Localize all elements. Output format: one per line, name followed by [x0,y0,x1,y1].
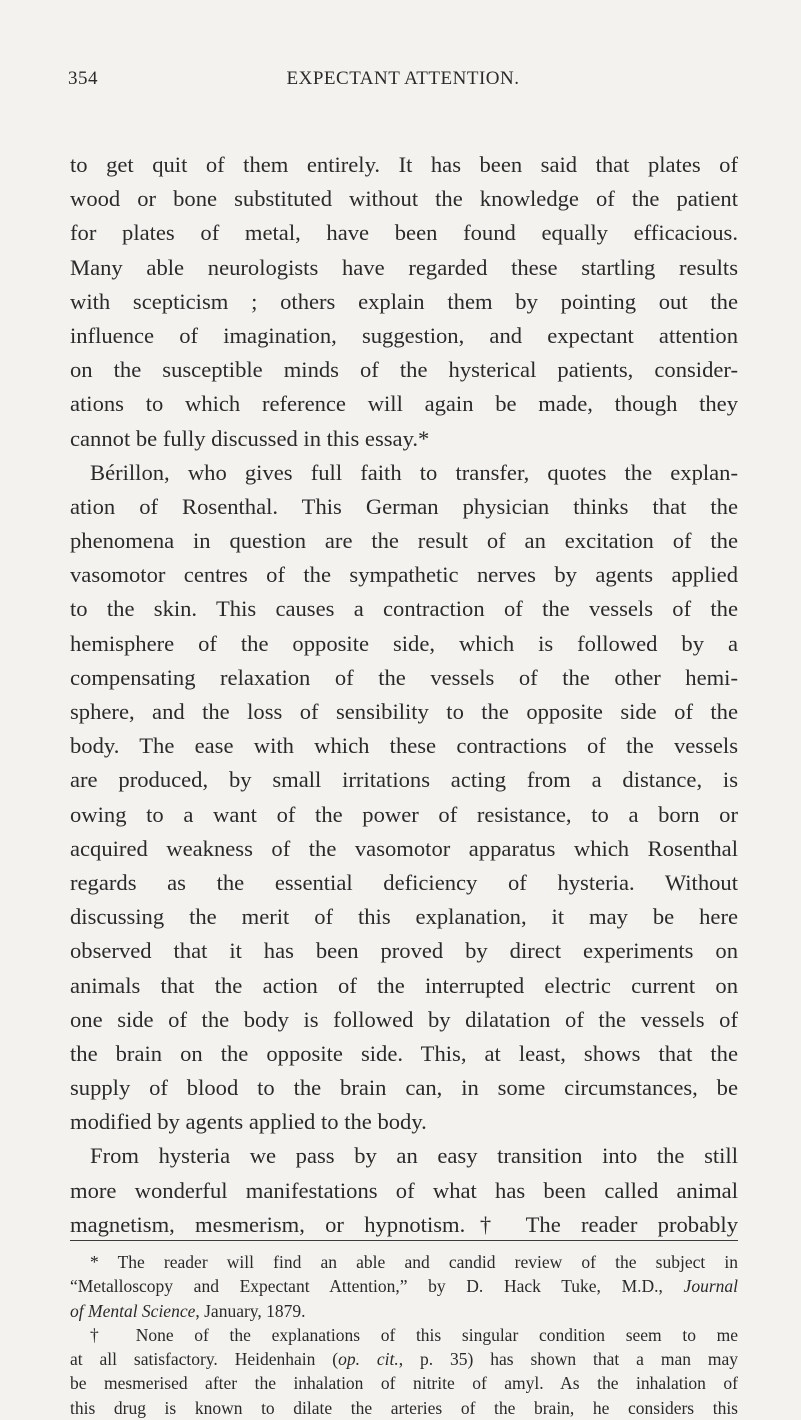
footnote-text: “Metalloscopy and Expectant Attention,” by D. Hack Tuke, M.D., [70,1276,684,1297]
page-header [68,68,738,108]
text-line: regards as the essential deficiency of hysteria. Without [70,869,738,895]
footnote-divider [70,1240,738,1241]
text-line: modified by agents applied to the body. [70,1109,427,1135]
footnote-line: * The reader will find an able and candid review of the subject in [90,1252,738,1272]
text-line: Bérillon, who gives full faith to transfer, quotes the explan- [90,459,738,485]
text-line: with scepticism ; others explain them by pointing out the [70,288,738,314]
text-line: Many able neurologists have regarded these startling results [70,254,738,280]
text-line: supply of blood to the brain can, in some circumstances, be [70,1075,738,1101]
text-line: owing to a want of the power of resistance, to a born or [70,801,738,827]
citation-abbrev: op. cit. [338,1349,399,1370]
journal-title: of Mental Science [70,1300,196,1321]
text-line: one side of the body is followed by dilatation of the vessels of [70,1006,738,1032]
text-line: magnetism, mesmerism, or hypnotism.† The reader probably [70,1211,738,1237]
page-number: 354 [68,68,98,89]
footnote-line [70,1299,738,1323]
footnote-text: at all satisfactory. Heidenhain ( [70,1349,339,1370]
footnote-text: , p. 35) has shown that a man may [398,1349,738,1370]
running-title: EXPECTANT ATTENTION. [286,68,520,89]
text-line: vasomotor centres of the sympathetic nerves by agents applied [70,562,738,588]
text-line: body. The ease with which these contractions of the vessels [70,733,738,759]
text-line: on the susceptible minds of the hysterical patients, consider- [70,357,738,383]
text-line: cannot be fully discussed in this essay.* [70,425,430,451]
text-line: From hysteria we pass by an easy transition into the still [90,1143,738,1169]
text-line: to the skin. This causes a contraction of the vessels of the [70,596,738,622]
footnote-line [70,1274,738,1298]
text-line: ations to which reference will again be made, though they [70,391,738,417]
body-text [70,148,738,1242]
footnote-line: † None of the explanations of this singular condition seem to me [90,1324,738,1345]
footnote-line: be mesmerised after the inhalation of nitrite of amyl. As the inhalation of [70,1373,738,1394]
text-line: the brain on the opposite side. This, at least, shows that the [70,1040,738,1066]
text-line: phenomena in question are the result of an excitation of the [70,528,738,554]
text-line: discussing the merit of this explanation, it may be here [70,904,738,930]
journal-title: Journal [683,1276,738,1297]
footnotes [70,1250,738,1420]
text-line: influence of imagination, suggestion, and expectant attention [70,322,738,348]
text-line: animals that the action of the interrupted electric current on [70,972,738,998]
text-line: observed that it has been proved by direct experiments on [70,938,738,964]
text-line: are produced, by small irritations acting from a distance, is [70,767,738,793]
text-line: acquired weakness of the vasomotor apparatus which Rosenthal [70,835,738,861]
footnote-line [70,1347,738,1371]
text-line: more wonderful manifestations of what has been called animal [70,1177,738,1203]
text-line: hemisphere of the opposite side, which is followed by a [70,630,738,656]
text-line: compensating relaxation of the vessels of the other hemi- [70,664,738,690]
text-line: ation of Rosenthal. This German physician thinks that the [70,493,738,519]
footnote-line: this drug is known to dilate the arteries of the brain, he considers this [70,1397,738,1418]
text-line: to get quit of them entirely. It has been said that plates of [70,152,738,177]
text-line: for plates of metal, have been found equally efficacious. [70,220,738,246]
footnote-text: , January, 1879. [195,1300,306,1321]
text-line: wood or bone substituted without the knowledge of the patient [70,186,738,212]
text-line: sphere, and the loss of sensibility to the opposite side of the [70,699,738,724]
